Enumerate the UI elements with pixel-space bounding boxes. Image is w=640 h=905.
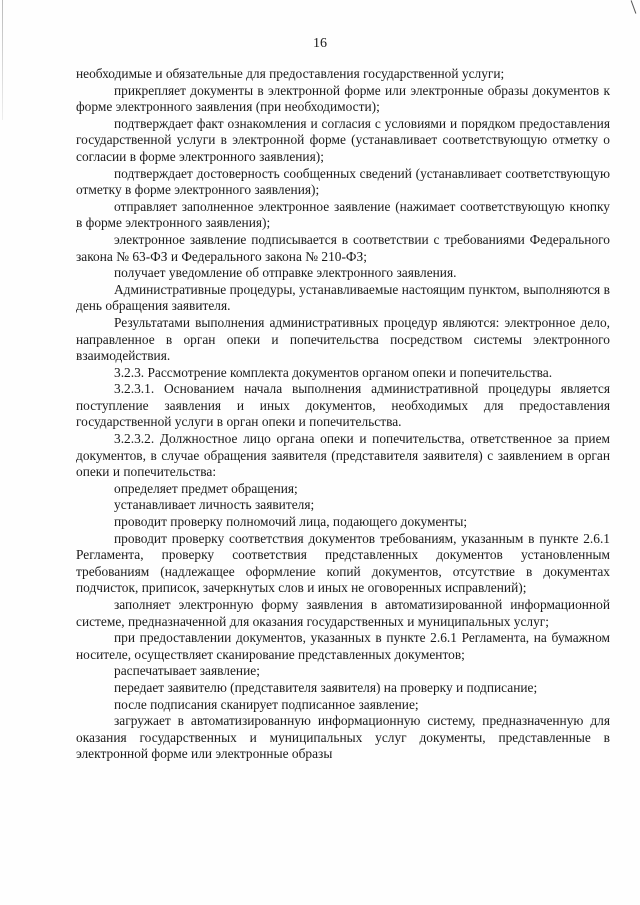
paragraph: отправляет заполненное электронное заявление (нажимает соответствующую кнопку в форме электронного заявления);	[76, 198, 610, 231]
paragraph: 3.2.3.2. Должностное лицо органа опеки и попечительства, ответственное за прием документов, в случае обращения заявителя (представителя заявителя) с заявлением в орган опеки и попечительства:	[76, 431, 610, 480]
paragraph: устанавливает личность заявителя;	[114, 497, 315, 513]
paragraph: проводит проверку соответствия документов требованиям, указанным в пункте 2.6.1 Регламента, проверку соответствия представленных документов установленным требованиям (надлежащее оформление копий документов, отсутствие в документах подчисток, приписок, зачеркнутых слов и иных не оговоренных исправлений);	[76, 530, 610, 596]
paragraph: подтверждает факт ознакомления и согласия с условиями и порядком предоставления государственной услуги в электронной форме (устанавливает соответствующую отметку о согласии в форме электронного заявления);	[76, 115, 610, 164]
paragraph: электронное заявление подписывается в соответствии с требованиями Федерального закона № 63-ФЗ и Федерального закона № 210-ФЗ;	[76, 231, 610, 264]
paragraph: подтверждает достоверность сообщенных сведений (устанавливает соответствующую отметку в форме электронного заявления);	[76, 165, 610, 198]
scan-corner-mark	[631, 0, 637, 13]
paragraph: заполняет электронную форму заявления в автоматизированной информационной системе, предназначенной для оказания государственных и муниципальных услуг;	[76, 597, 610, 629]
paragraph: после подписания сканирует подписанное заявление;	[114, 696, 419, 712]
paragraph: 3.2.3. Рассмотрение комплекта документов органом опеки и попечительства.	[114, 364, 553, 380]
paragraph: при предоставлении документов, указанных в пункте 2.6.1 Регламента, на бумажном носителе, осуществляет сканирование представленных документов;	[76, 630, 610, 662]
paragraph: 3.2.3.1. Основанием начала выполнения административной процедуры является поступление заявления и иных документов, необходимых для предоставления государственной услуги в орган опеки и попечительства.	[76, 381, 610, 430]
paragraph: Административные процедуры, устанавливаемые настоящим пунктом, выполняются в день обращения заявителя.	[76, 281, 610, 314]
body-text	[76, 66, 610, 763]
scan-edge-mark	[2, 0, 3, 120]
paragraph: Результатами выполнения административных процедур являются: электронное дело, направленное в орган опеки и попечительства посредством системы электронного взаимодействия.	[76, 314, 610, 364]
paragraph: необходимые и обязательные для предоставления государственной услуги;	[76, 66, 505, 81]
paragraph: передает заявителю (представителя заявителя) на проверку и подписание;	[114, 679, 538, 695]
paragraph: распечатывает заявление;	[114, 663, 260, 679]
paragraph: проводит проверку полномочий лица, подающего документы;	[114, 514, 468, 530]
paragraph: загружает в автоматизированную информационную систему, предназначенную для оказания государственных и муниципальных услуг документы, представленные в электронной форме или электронные образы	[76, 713, 610, 762]
paragraph: получает уведомление об отправке электронного заявления.	[114, 265, 457, 281]
paragraph: определяет предмет обращения;	[114, 480, 298, 496]
page-number: 16	[313, 36, 327, 51]
paragraph: прикрепляет документы в электронной форме или электронные образы документов к форме электронного заявления (при необходимости);	[76, 82, 610, 115]
